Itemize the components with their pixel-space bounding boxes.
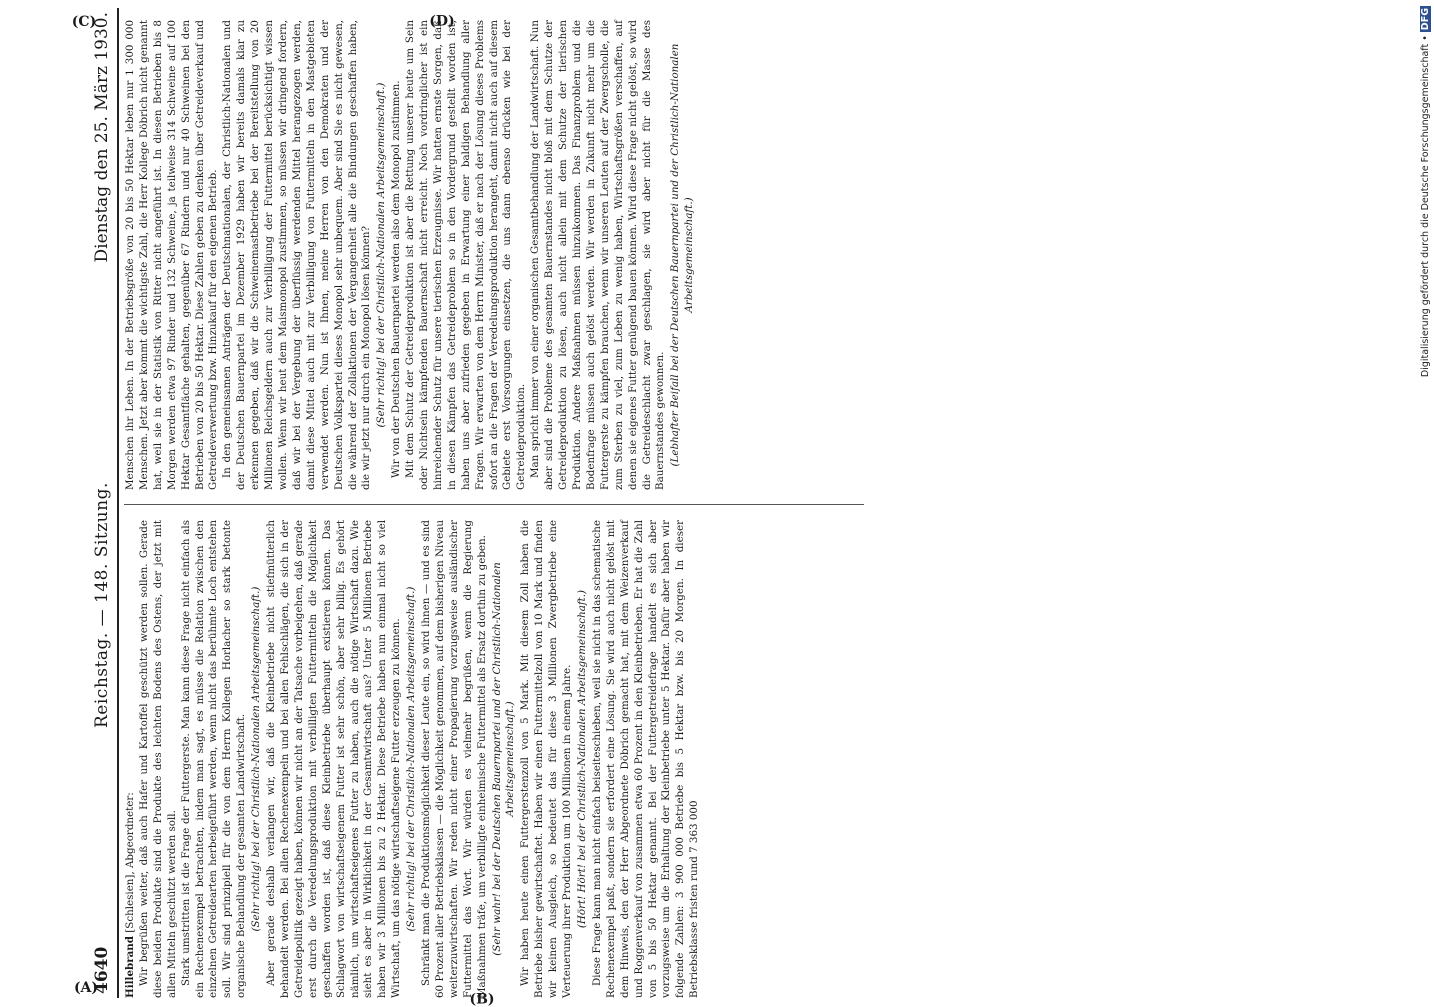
interjection: (Sehr richtig! bei der Christlich-Nationalen Arbeitsgemeinschaft.): [250, 586, 263, 932]
page-header: [90, 8, 116, 998]
paragraph: Menschen ihr Leben. In der Betriebsgröße von 20 bis 50 Hektar leben nur 1 300 000 Menschen. Jetzt aber kommt die wichtigste Zahl, die Herr Kollege Döbrich nicht genannt hat, weil sie in der Statistik von Ritter nicht angeführt ist. In diesen Betrieben bis 8 Morgen werden etwa 97 Rinder und 132 Schweine, ja teilweise 314 Schweine auf 100 Hektar Gesamtfläche gehalten, gegenüber 67 Rindern und nur 40 Schweinen bei den Betrieben von 20 bis 50 Hektar. Diese Zahlen geben zu denken über Getreideverkauf und Getreideverwertung bzw. Hinzukauf für den eigenen Betrieb.: [124, 20, 220, 490]
dfg-logo: DFG: [1420, 8, 1431, 31]
digitization-credit: [1420, 6, 1434, 998]
header-rule: [117, 8, 119, 998]
margin-mark-a: (A): [73, 979, 99, 996]
paragraph: In den gemeinsamen Anträgen der Deutschnationalen, der Christlich-Nationalen und der Deutschen Bauernpartei im Dezember 1929 haben wir bereits damals klar zu erkennen gegeben, daß wir die Schweinemastbetriebe bei der Bereitstellung von 20 Millionen Reichsgeldern auch zur Verbilligung der Futtermittel berücksichtigt wissen wollen. Wenn wir heut dem Maismonopol zustimmen, so müssen wir dringend fordern, daß wir bei der Vergebung der überflüssig werdenden Mittel herangezogen werden, damit diese Mittel auch mit zur Verbilligung von Futtermitteln in den Mastgebieten verwendet werden. Nun ist Ihnen, meine Herren von den Demokraten und der Deutschen Volkspartei dieses Monopol sehr unbequem. Aber sind Sie es nicht gewesen, die während der Zollaktionen der Vergangenheit alle die Bindungen geschaffen haben, die wir jetzt nur durch ein Monopol lösen können?: [221, 20, 373, 490]
interjection: (Hört! Hört! bei der Christlich-Nationalen Arbeitsgemeinschaft.): [576, 589, 588, 929]
paragraph: Schränkt man die Produktionsmöglichkeit dieser Leute ein, so wird ihnen — und es sind 60 Prozent aller Betriebsklassen — die Möglichkeit genommen, auf dem bisherigen Niveau weiterzuwirtschaften. Wir reden nicht einer Propagierung vorzugsweise ausländischer Futtermittel das Wort. Wir würden es vielmehr begrüßen, wenn die Regierung Maßnahmen träfe, um verbilligte einheimische Futtermittel als Ersatz dorthin zu geben.: [420, 520, 488, 998]
rotated-page-content: [71, 8, 1300, 1007]
paragraph: Aber gerade deshalb verlangen wir, daß die Kleinbetriebe nicht stiefmütterlich behandelt werden. Bei allen Rechenexempeln und bei allen Fehlschlägen, die sich in der Getreidepolitik gezeigt haben, können wir nicht an der Tatsache vorbeigehen, daß gerade erst durch die Veredelungsproduktion mit verbilligten Futtermitteln die Möglichkeit geschaffen worden ist, daß diese Kleinbetriebe überhaupt existieren können. Das Schlagwort von wirtschaftseigenem Futter ist sehr schön, aber sehr billig. Es gehört nämlich, um wirtschaftseigenes Futter zu haben, auch die nötige Wirtschaft dazu. Wie sieht es aber in Wirklichkeit in der Gesamtwirtschaft aus? Unter 5 Millionen Betriebe haben wir 3 Millionen bis zu 2 Hektar. Diese Betriebe haben nun einmal nicht so viel Wirtschaft, um das nötige wirtschaftseigene Futter erzeugen zu können.: [265, 520, 403, 998]
left-column: [124, 520, 702, 998]
credit-text: Digitalisierung gefördert durch die Deutsche Forschungsgemeinschaft •: [1420, 35, 1431, 378]
paragraph: Wir begrüßen weiter, daß auch Hafer und Kartoffel geschützt werden sollen. Gerade diese beiden Produkte sind die Produkte des leichten Bodens des Ostens, der jetzt mit allen Mitteln geschützt werden soll.: [137, 520, 178, 998]
interjection: (Sehr richtig! bei der Christlich-Nationalen Arbeitsgemeinschaft.): [405, 586, 418, 932]
interjection: (Sehr wahr! bei der Deutschen Bauernpartei und der Christlich-Nationalen Arbeitsgemeinschaft.): [490, 562, 517, 956]
speaker-affiliation: [Schlesien], Abgeordneter:: [124, 792, 136, 936]
paragraph: Diese Frage kann man nicht einfach beiseiteschieben, weil sie nicht in das schematische Rechenexempel paßt, sondern sie erfordert eine Lösung. Sie wird auch nicht gelöst mit dem Hinweis, den der Herr Abgeordnete Döbrich gemacht hat, mit dem Weizenverkauf und Roggenverkauf von zusammen etwa 60 Prozent in den Kleinbetrieben. Er hat die Zahl von 5 bis 50 Hektar genannt. Bei der Futtergetreidefrage handelt es sich aber vorzugsweise um die Erhaltung der Kleinbetriebe unter 5 Hektar. Dafür aber haben wir folgende Zahlen: 3 900 000 Betriebe bis 5 Hektar bzw. bis 20 Morgen. In dieser Betriebsklasse fristen rund 7 363 000: [590, 520, 701, 998]
interjection: (Sehr richtig! bei der Christlich-Nationalen Arbeitsgemeinschaft.): [375, 82, 388, 428]
page-date: Dienstag den 25. März 1930.: [92, 12, 112, 263]
page-number: 4640: [92, 946, 112, 994]
paragraph: Stark umstritten ist die Frage der Futtergerste. Man kann diese Frage nicht einfach als ein Rechenexempel betrachten, indem man sagt, es müsse die Relation zwischen den einzelnen Getreidearten herbeigeführt werden, wenn nicht das berühmte Loch entstehen soll. Wir sind prinzipiell für die von dem Herrn Kollegen Horlacher so stark betonte organische Behandlung der gesamten Landwirtschaft.: [179, 520, 248, 998]
speaker-line: [124, 520, 138, 998]
column-divider: [124, 504, 864, 505]
margin-mark-b: (B): [469, 991, 495, 1007]
margin-mark-c: (C): [71, 13, 97, 30]
page-title: Reichstag. — 148. Sitzung.: [92, 482, 112, 728]
speaker-name: Hillebrand: [124, 936, 136, 998]
interjection: (Lebhafter Beifall bei der Deutschen Bauernpartei und der Christlich-Nationalen Arbeitsgemeinschaft.): [669, 43, 696, 467]
paragraph: Mit dem Schutz der Getreideproduktion ist aber die Rettung unserer heute um Sein oder Nichtsein kämpfenden Bauernschaft nicht erreicht. Noch vordringlicher ist ein hinreichender Schutz für unsere tierischen Erzeugnisse. Wir hatten ernste Sorgen, daß in diesen Kämpfen das Getreideproblem so in den Vordergrund gestellt worden ist, haben uns aber zufrieden gegeben in Erwartung einer baldigen Behandlung aller Fragen. Wir erwarten von dem Herrn Minister, daß er nach der Lösung dieses Problems sofort an die Fragen der Veredelungsproduktion herangeht, damit nicht auch auf diesem Gebiete erst Vorsorgungen einsetzen, die uns dann ebenso drücken wie bei der Getreideproduktion.: [404, 20, 528, 490]
right-column: [124, 20, 698, 490]
paragraph: Man spricht immer von einer organischen Gesamtbehandlung der Landwirtschaft. Nun aber sind die Probleme des gesamten Bauernstandes nicht bloß mit dem Schutze der Getreideproduktion zu lösen, auch nicht allein mit dem Schutze der tierischen Produktion. Andere Maßnahmen müssen hinzukommen. Das Finanzproblem und die Bodenfrage müssen auch gelöst werden. Wir werden in Zukunft nicht mehr um die Futtergerste zu kämpfen brauchen, wenn wir unseren Leuten auf der Zwergscholle, die zum Sterben zu viel, zum Leben zu wenig haben, Wirtschaftsgrößen verschaffen, auf denen sie eigenes Futter genügend bauen können. Wird diese Frage nicht gelöst, so wird die Getreideschlacht zwar geschlagen, sie wird aber nicht für die Masse des Bauernstandes gewonnen.: [529, 20, 667, 490]
paragraph: Wir haben heute einen Futtergerstenzoll von 5 Mark. Mit diesem Zoll haben die Betriebe bisher gewirtschaftet. Haben wir einen Futtermittelzoll von 10 Mark und finden wir keinen Ausgleich, so bedeutet das für diese 3 Millionen Zwergbetriebe eine Verteuerung ihrer Produktion um 100 Millionen in einem Jahre.: [519, 520, 574, 998]
margin-mark-d: (D): [429, 13, 455, 30]
paragraph: Wir von der Deutschen Bauernpartei werden also dem Monopol zustimmen.: [390, 80, 403, 478]
